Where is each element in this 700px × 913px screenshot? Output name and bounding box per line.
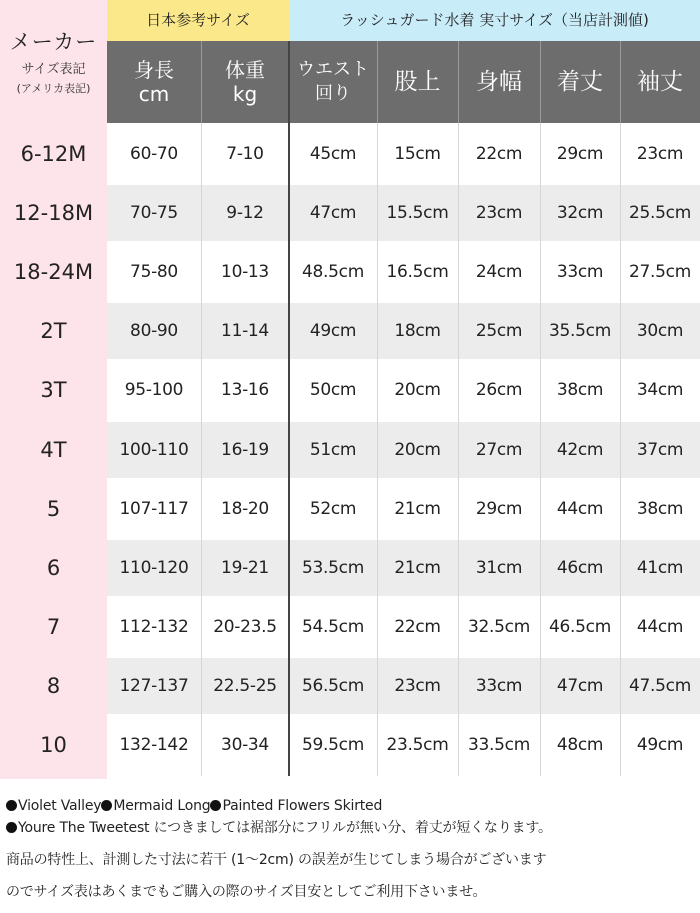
cell-sleeve: 27.5cm [629, 262, 691, 282]
size-label: 2T [40, 319, 67, 343]
column-header-unit: cm [138, 82, 170, 106]
cell-weight: 13-16 [221, 380, 269, 400]
product-name: Violet Valley [18, 798, 102, 814]
size-label: 5 [46, 497, 61, 521]
column-header-label: 着丈 [557, 69, 603, 95]
cell-rise: 20cm [394, 440, 441, 460]
cell-sleeve: 25.5cm [629, 203, 691, 223]
column-header-chest-width [458, 41, 540, 123]
header-separator [620, 41, 621, 123]
cell-weight: 18-20 [221, 499, 269, 519]
cell-height: 70-75 [130, 203, 178, 223]
cell-rise: 21cm [394, 499, 441, 519]
cell-length: 44cm [556, 499, 604, 519]
cell-sleeve: 37cm [636, 440, 684, 460]
column-header-label: 身幅 [476, 69, 522, 95]
bullet-icon [6, 822, 17, 833]
column-separator [201, 123, 202, 776]
cell-width: 31cm [475, 558, 523, 578]
cell-width: 23cm [475, 203, 523, 223]
cell-length: 38cm [556, 380, 604, 400]
table-row [107, 244, 700, 300]
cell-width: 22cm [475, 144, 523, 164]
cell-height: 60-70 [130, 144, 178, 164]
cell-waist: 59.5cm [302, 735, 364, 755]
cell-waist: 54.5cm [302, 617, 364, 637]
products-note-line [6, 795, 696, 817]
cell-waist: 51cm [309, 440, 357, 460]
cell-width: 27cm [475, 440, 523, 460]
cell-height: 95-100 [124, 380, 184, 400]
size-label: 6-12M [20, 142, 87, 166]
table-row [107, 599, 700, 655]
maker-title: メーカー [9, 30, 98, 54]
cell-waist: 56.5cm [302, 676, 364, 696]
size-label: 4T [40, 438, 67, 462]
cell-length: 29cm [556, 144, 604, 164]
table-row [107, 362, 700, 418]
cell-width: 25cm [475, 321, 523, 341]
column-header-label: 袖丈 [637, 69, 683, 95]
cell-length: 46cm [556, 558, 604, 578]
cell-sleeve: 41cm [636, 558, 684, 578]
bullet-icon [101, 800, 112, 811]
column-header-sleeve [620, 41, 700, 123]
size-label: 3T [40, 378, 67, 402]
cell-length: 32cm [556, 203, 604, 223]
column-separator [620, 123, 621, 776]
cell-waist: 52cm [309, 499, 357, 519]
header-separator [540, 41, 541, 123]
column-header-unit: kg [232, 82, 258, 106]
cell-sleeve: 49cm [636, 735, 684, 755]
column-header-label: 股上 [394, 69, 441, 95]
tweetest-note-line [6, 817, 696, 839]
cell-length: 48cm [556, 735, 604, 755]
cell-rise: 18cm [394, 321, 441, 341]
table-row [107, 658, 700, 714]
product-name: Mermaid Long [113, 798, 211, 814]
maker-subtitle-note: (アメリカ表記) [16, 82, 91, 95]
header-separator [201, 41, 202, 123]
cell-rise: 16.5cm [386, 262, 449, 282]
column-header-length [540, 41, 620, 123]
table-row [107, 481, 700, 537]
tweetest-note-text: につきましては裾部分にフリルが無い分、着丈が短くなります。 [149, 820, 552, 836]
cell-width: 32.5cm [468, 617, 530, 637]
cell-length: 42cm [556, 440, 604, 460]
table-row [107, 540, 700, 596]
size-label: 7 [46, 615, 61, 639]
table-row [107, 303, 700, 359]
cell-width: 24cm [475, 262, 523, 282]
measurement-note-line: のでサイズ表はあくまでもご購入の際のサイズ目安としてご利用下さいませ。 [6, 884, 487, 900]
cell-height: 132-142 [119, 735, 189, 755]
measurement-note-line: 商品の特性上、計測した寸法に若干 (1〜2cm) の誤差が生じてしまう場合がございます [6, 852, 547, 868]
cell-length: 46.5cm [549, 617, 611, 637]
size-label: 8 [46, 674, 61, 698]
cell-waist: 53.5cm [302, 558, 364, 578]
cell-weight: 7-10 [226, 144, 264, 164]
header-separator [458, 41, 459, 123]
cell-length: 33cm [556, 262, 604, 282]
column-header-rise [377, 41, 458, 123]
cell-sleeve: 23cm [636, 144, 684, 164]
cell-rise: 23cm [394, 676, 441, 696]
cell-rise: 21cm [394, 558, 441, 578]
cell-height: 110-120 [119, 558, 189, 578]
cell-rise: 15.5cm [386, 203, 449, 223]
cell-waist: 49cm [309, 321, 357, 341]
column-separator [540, 123, 541, 776]
cell-rise: 23.5cm [386, 735, 449, 755]
cell-height: 100-110 [119, 440, 189, 460]
rashguard-size-header: ラッシュガード水着 実寸サイズ（当店計測値) [289, 0, 700, 41]
column-separator [377, 123, 378, 776]
column-header-unit: 回り [315, 83, 351, 104]
cell-weight: 10-13 [221, 262, 269, 282]
cell-weight: 11-14 [221, 321, 269, 341]
cell-waist: 48.5cm [302, 262, 364, 282]
table-row [107, 422, 700, 478]
header-separator [377, 41, 378, 123]
cell-height: 75-80 [130, 262, 178, 282]
cell-weight: 9-12 [226, 203, 264, 223]
cell-weight: 19-21 [221, 558, 269, 578]
cell-weight: 16-19 [221, 440, 269, 460]
cell-width: 33.5cm [468, 735, 530, 755]
cell-sleeve: 38cm [636, 499, 684, 519]
cell-waist: 45cm [309, 144, 357, 164]
japan-size-header: 日本参考サイズ [107, 0, 289, 41]
product-name: Youre The Tweetest [18, 820, 150, 836]
cell-height: 112-132 [119, 617, 189, 637]
column-header-waist [289, 41, 377, 123]
cell-width: 29cm [475, 499, 523, 519]
size-label: 6 [46, 556, 61, 580]
column-header-label: 体重 [225, 58, 265, 82]
cell-waist: 47cm [309, 203, 357, 223]
cell-sleeve: 34cm [636, 380, 684, 400]
cell-length: 47cm [556, 676, 604, 696]
cell-weight: 30-34 [221, 735, 269, 755]
cell-sleeve: 47.5cm [629, 676, 691, 696]
cell-rise: 22cm [394, 617, 441, 637]
cell-rise: 20cm [394, 380, 441, 400]
size-label: 12-18M [13, 201, 94, 225]
table-row [107, 126, 700, 182]
bullet-icon [6, 800, 17, 811]
cell-waist: 50cm [309, 380, 357, 400]
column-header-label: 身長 [134, 58, 174, 82]
cell-sleeve: 30cm [636, 321, 684, 341]
cell-height: 107-117 [119, 499, 189, 519]
maker-subtitle: サイズ表記 [21, 62, 86, 77]
product-name: Painted Flowers Skirted [222, 798, 383, 814]
size-label: 18-24M [13, 260, 94, 284]
cell-length: 35.5cm [549, 321, 611, 341]
bullet-icon [210, 800, 221, 811]
cell-rise: 15cm [394, 144, 441, 164]
cell-width: 33cm [475, 676, 523, 696]
cell-height: 80-90 [130, 321, 178, 341]
cell-height: 127-137 [119, 676, 189, 696]
size-label: 10 [40, 733, 67, 757]
table-row [107, 717, 700, 773]
cell-weight: 22.5-25 [213, 676, 277, 696]
cell-weight: 20-23.5 [213, 617, 277, 637]
notes [6, 795, 696, 903]
column-separator [458, 123, 459, 776]
table-row [107, 185, 700, 241]
cell-sleeve: 44cm [636, 617, 684, 637]
cell-width: 26cm [475, 380, 523, 400]
group-divider [288, 41, 290, 776]
column-header-height [107, 41, 201, 123]
column-header-weight [201, 41, 289, 123]
column-header-label: ウエスト [297, 59, 369, 80]
